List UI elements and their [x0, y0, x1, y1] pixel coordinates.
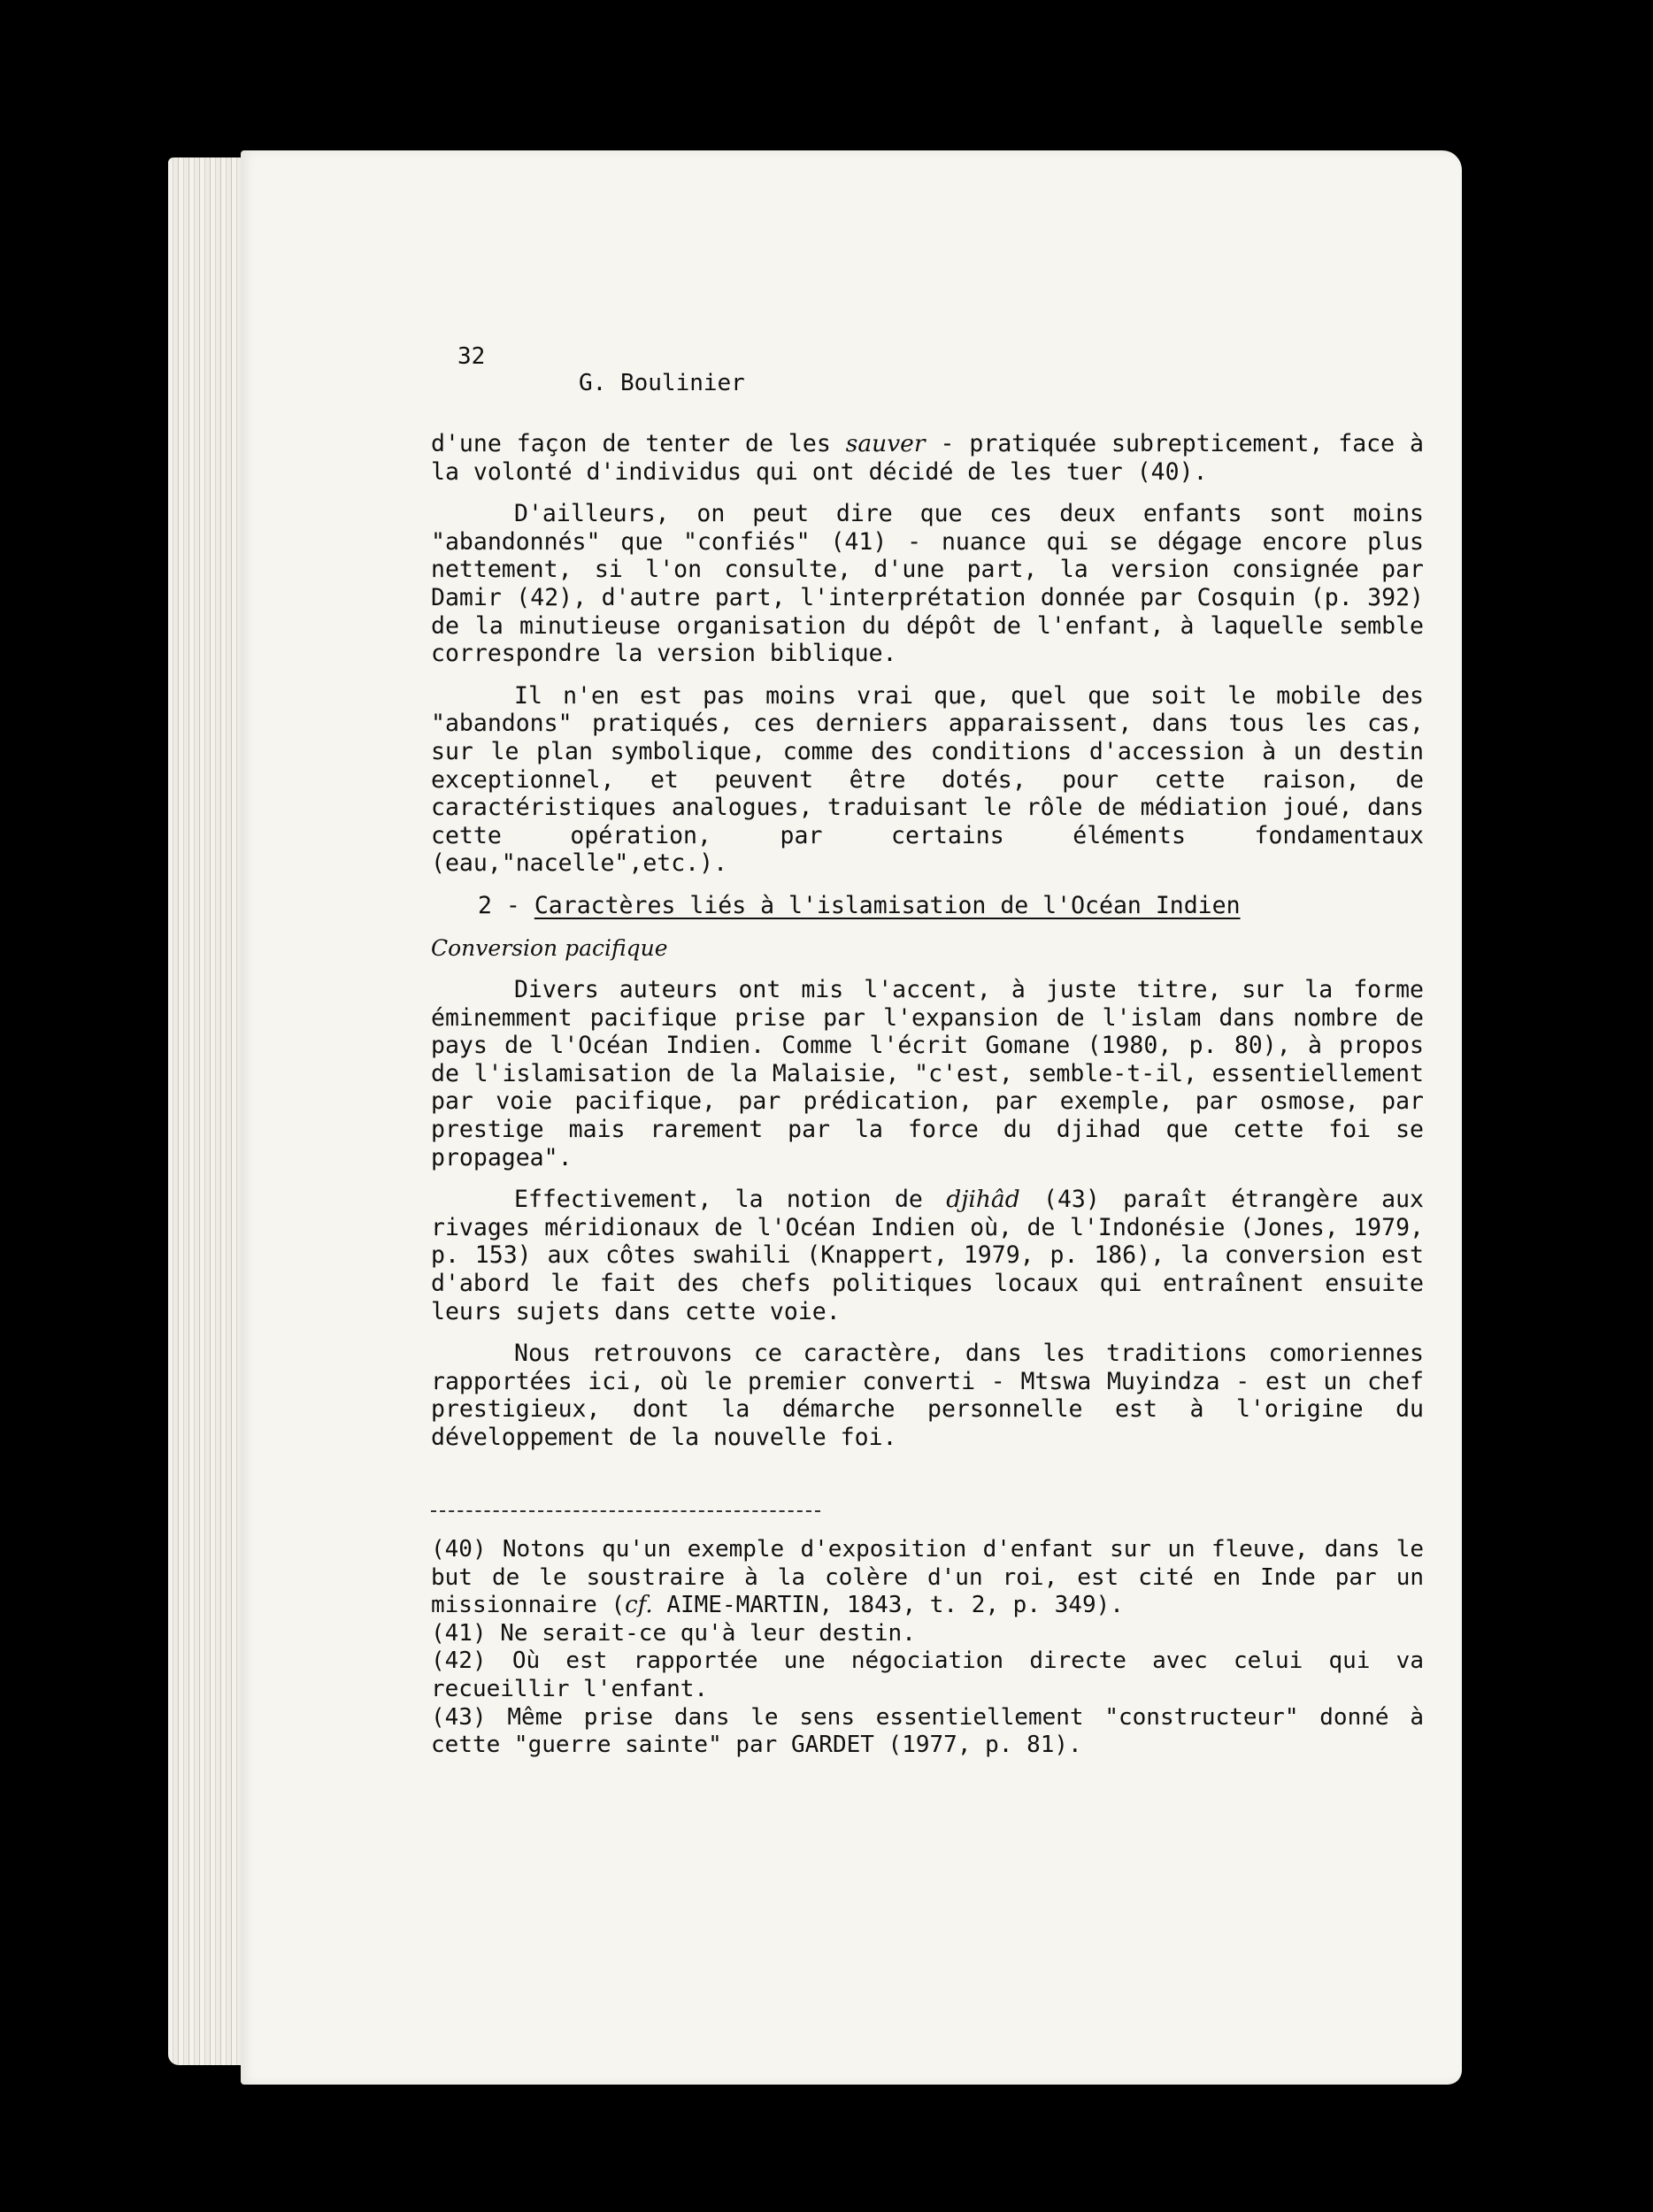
page-number: 32: [457, 343, 486, 370]
footnote-41: (41) Ne serait-ce qu'à leur destin.: [431, 1619, 916, 1647]
body-text: [431, 430, 1424, 1466]
footnote-42: (42) Où est rapportée une négociation directe avec celui qui va recueillir l'enfant.: [431, 1647, 1424, 1702]
paragraph-4: Divers auteurs ont mis l'accent, à juste titre, sur la forme éminemment pacifique prise par l'expansion de l'islam dans nombre de pays de l'Océan Indien. Comme l'écrit Gomane (1980, p. 80), à propos de l'islamisation de la Malaisie, "c'est, semble-t-il, essentiellement par voie pacifique, par prédication, par exemple, par osmose, par prestige mais rarement par la force du djihad que cette foi se propagea".: [431, 976, 1424, 1171]
paragraph-6: Nous retrouvons ce caractère, dans les traditions comoriennes rapportées ici, où le premier converti - Mtswa Muyindza - est un chef prestigieux, dont la démarche personnelle est à l'origine du développement de la nouvelle foi.: [431, 1340, 1424, 1451]
emphasis-djihad: djihâd: [946, 1186, 1020, 1214]
paragraph-2: D'ailleurs, on peut dire que ces deux enfants sont moins "abandonnés" que "confiés" (41) - nuance qui se dégage encore plus nettement, si l'on consulte, d'une part, la version consignée par Damir (42), d'autre part, l'interprétation donnée par Cosquin (p. 392) de la minutieuse organisation du dépôt de l'enfant, à laquelle semble correspondre la version biblique.: [431, 500, 1424, 668]
paragraph-5: Effectivement, la notion de djihâd (43) paraît étrangère aux rivages méridionaux de l'Océan Indien où, de l'Indonésie (Jones, 1979, p. 153) aux côtes swahili (Knappert, 1979, p. 186), la conversion est d'abord le fait des chefs politiques locaux qui entraînent ensuite leurs sujets dans cette voie.: [431, 1186, 1424, 1325]
emphasis-cf: cf.: [625, 1592, 653, 1619]
paragraph-3: Il n'en est pas moins vrai que, quel que soit le mobile des "abandons" pratiqués, ces derniers apparaissent, dans tous les cas, sur le plan symbolique, comme des conditions d'accession à un destin exceptionnel, et peuvent être dotés, pour cette raison, de caractéristiques analogues, traduisant le rôle de médiation joué, dans cette opération, par certains éléments fondamentaux (eau,"nacelle",etc.).: [431, 681, 1424, 878]
footnote-40: (40) Notons qu'un exemple d'exposition d'enfant sur un fleuve, dans le but de le soustraire à la colère d'un roi, est cité en Inde par un missionnaire (cf. AIME-MARTIN, 1843, t. 2, p. 349).: [431, 1536, 1424, 1619]
running-header: [457, 317, 745, 396]
footnote-separator: [431, 1510, 820, 1512]
paragraph-1: d'une façon de tenter de les sauver - pratiquée subrepticement, face à la volonté d'individus qui ont décidé de les tuer (40).: [431, 430, 1424, 486]
footnotes: [431, 1536, 1424, 1760]
subheading: Conversion pacifique: [431, 934, 668, 961]
emphasis-sauver: sauver: [845, 430, 926, 457]
section-heading: [431, 892, 1424, 920]
section-title: Caractères liés à l'islamisation de l'Océan Indien: [534, 891, 1241, 919]
section-number: 2 -: [478, 891, 534, 919]
footnote-43: (43) Même prise dans le sens essentiellement "constructeur" donné à cette "guerre sainte" par GARDET (1977, p. 81).: [431, 1703, 1424, 1759]
running-header-author: G. Boulinier: [579, 370, 745, 396]
